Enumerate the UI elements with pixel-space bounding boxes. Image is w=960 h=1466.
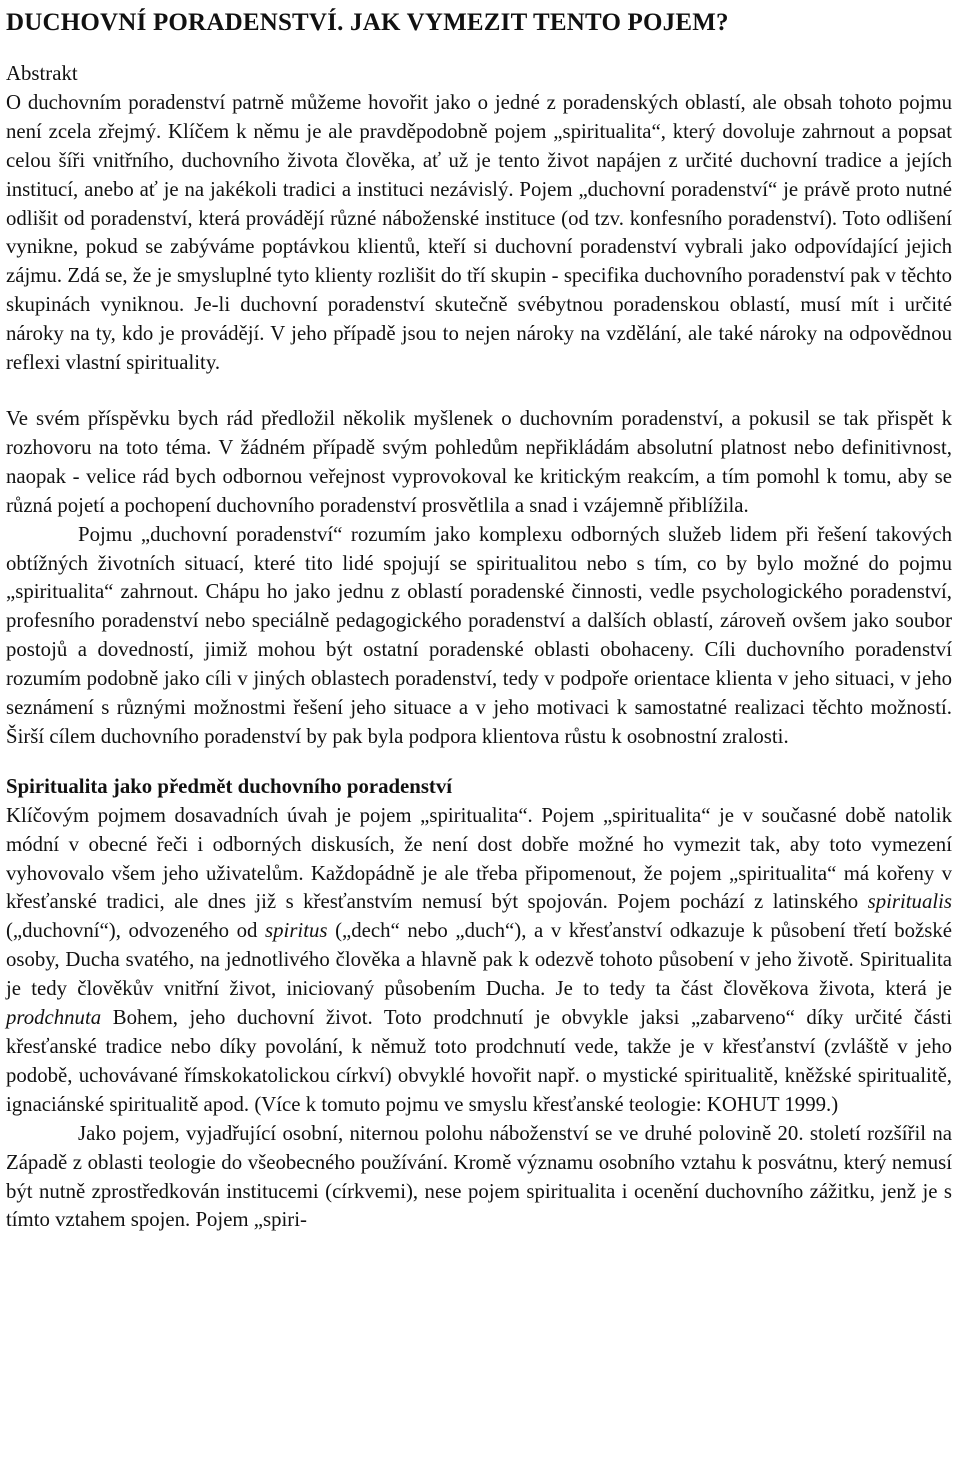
section-paragraph-1-text-b: („duchovní“), odvozeného od	[6, 919, 266, 943]
paragraph-spacer	[6, 752, 952, 773]
intro-paragraph-2: Pojmu „duchovní poradenství“ rozumím jako komplexu odborných služeb lidem při řešení takových obtížných životních situací, které tito lidé spojují se spiritualitou nebo s tím, co by bylo možné do pojmu „spiritualita“ zahrnout. Chápu ho jako jednu z oblastí poradenské činnosti, vedle psychologického poradenství, profesního poradenství nebo speciálně pedagogického poradenství a dalších oblastí, zároveň ovšem jako soubor postojů a dovedností, jimiž mohou být ostatní poradenské oblasti obohaceny. Cíli duchovního poradenství rozumím podobně jako cíli v jiných oblastech poradenství, tedy v podpoře orientace klienta v jeho situaci, v jeho seznámení s různými možnostmi řešení jeho situace a v jeho motivaci k samostatné realizaci těchto možností. Širší cílem duchovního poradenství by pak byla podpora klientova růstu k osobnostní zralosti.	[6, 522, 952, 748]
section-heading: Spiritualita jako předmět duchovního poradenství	[6, 774, 453, 798]
section-paragraph-1-text-d: Bohem, jeho duchovní život. Toto prodchnutí je obvykle jaksi „zabarveno“ díky určité části křesťanské tradice nebo díky povolání, k němuž toto prodchnutí vede, takže je v křesťanství (zvláště v jeho podobě, uchovávané římskokatolickou církví) obvyklé hovořit např. o mystické spiritualitě, kněžské spiritualitě, ignaciánské spiritualitě apod. (Více k tomuto pojmu ve smyslu křesťanské teologie: KOHUT 1999.)	[6, 1006, 952, 1116]
abstract-label: Abstrakt	[6, 62, 78, 85]
section-paragraph-1-term-spiritus: spiritus	[265, 919, 328, 943]
section-paragraph-1-term-prodchnuta: prodchnuta	[6, 1006, 102, 1030]
abstract-paragraph: O duchovním poradenství patrně můžeme hovořit jako o jedné z poradenských oblastí, ale obsah tohoto pojmu není zcela zřejmý. Klíčem k němu je ale pravděpodobně pojem „spiritualita“, který dovoluje zahrnout a popsat celou šíři vnitřního, duchovního života člověka, ať už je tento život napájen z určité duchovní tradice a jejích institucí, anebo ať je na jakékoli tradici a instituci nezávislý. Pojem „duchovní poradenství“ je právě proto nutné odlišit od poradenství, která provádějí různé náboženské instituce (od tzv. konfesního poradenství). Toto odlišení vynikne, pokud se zabýváme poptávkou klientů, kteří si duchovní poradenství vybrali jako odpovídající jejich zájmu. Zdá se, že je smysluplné tyto klienty rozlišit do tří skupin - specifika duchovního poradenství pak v těchto skupinách vyniknou. Je-li duchovní poradenství skutečně svébytnou poradenskou oblastí, musí mít i určité nároky na ty, kdo je provádějí. V jeho případě jsou to nejen nároky na vzdělání, ale také nároky na odpovědnou reflexi vlastní spirituality.	[6, 90, 952, 375]
section-paragraph-1-text-c: („dech“ nebo „duch“), a v křesťanství odkazuje k působení třetí božské osoby, Ducha svatého, na jednotlivého člověka a hlavně pak k odezvě tohoto působení v jeho životě. Spiritualita je tedy člověkův vnitřní život, iniciovaný působením Ducha. Je to tedy ta část člověkova života, která je	[6, 919, 952, 1001]
intro-paragraph-1: Ve svém příspěvku bych rád předložil několik myšlenek o duchovním poradenství, a pokusil se tak přispět k rozhovoru na toto téma. V žádném případě svým pohledům nepřikládám absolutní platnost nebo definitivnost, naopak - velice rád bych odbornou veřejnost vyprovokoval ke kritickým reakcím, a tím pomohl k tomu, aby se různá pojetí a pochopení duchovního poradenství prosvětlila a snad i vzájemně přiblížila.	[6, 406, 952, 517]
paragraph-spacer	[6, 378, 952, 405]
section-paragraph-1-term-spiritualis: spiritualis	[867, 890, 952, 914]
section-paragraph-1	[6, 802, 952, 1120]
section-paragraph-1-text-a: Klíčovým pojmem dosavadních úvah je pojem „spiritualita“. Pojem „spiritualita“ je v současné době natolik módní v obecné řeči i odborných diskusích, že není dost dobře možné ho vymezit tak, aby toto vymezení vyhovovalo všem jeho uživatelům. Každopádně je ale třeba připomenout, že pojem „spiritualita“ má kořeny v křesťanské tradici, ale dnes již s křesťanstvím nemusí být spojován. Pojem pochází z latinského	[6, 803, 952, 914]
document-title: DUCHOVNÍ PORADENSTVÍ. JAK VYMEZIT TENTO POJEM?	[6, 9, 729, 36]
section-paragraph-2: Jako pojem, vyjadřující osobní, niternou polohu náboženství se ve druhé polovině 20. století rozšířil na Západě z oblasti teologie do všeobecného používání. Kromě významu osobního vztahu k posvátnu, který nemusí být nutně zprostředkován institucemi (církvemi), nese pojem spiritualita i ocenění duchovního zážitku, jenž je s tímto vztahem spojen. Pojem „spiri-	[6, 1121, 952, 1232]
